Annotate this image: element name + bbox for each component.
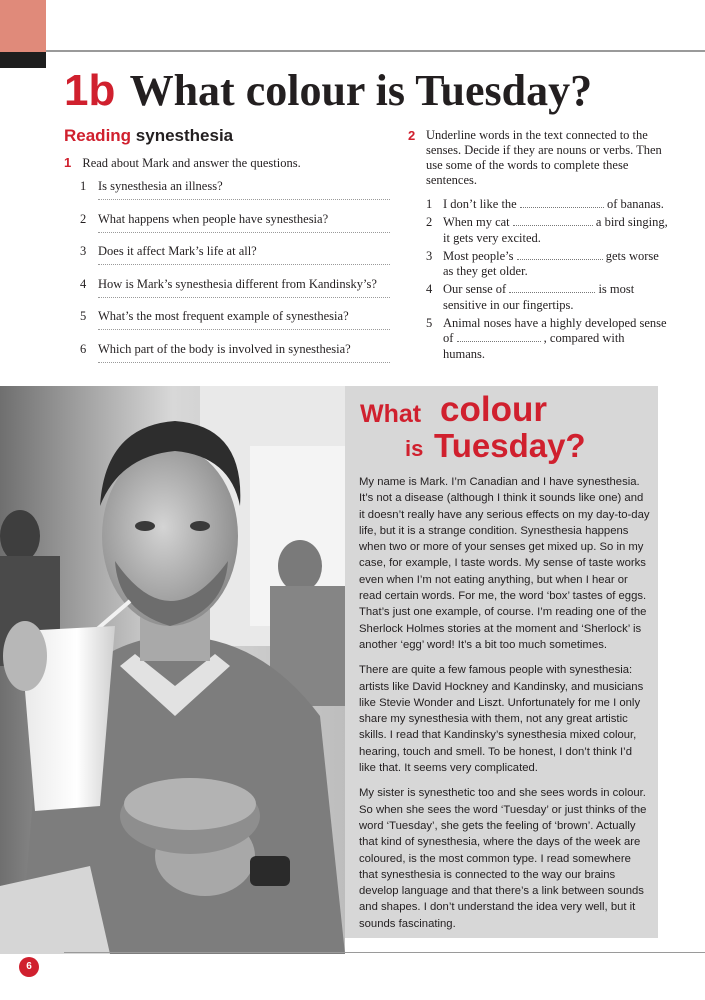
question-item	[80, 176, 392, 209]
section-topic: synesthesia	[135, 126, 234, 145]
blank-gap[interactable]	[517, 249, 603, 260]
answer-line[interactable]	[98, 362, 390, 363]
sentence-item	[426, 282, 668, 313]
question-number: 5	[80, 309, 87, 323]
sentence-item	[426, 249, 668, 280]
section-heading	[64, 126, 233, 146]
exercise-1-instruction	[64, 155, 301, 171]
sentence-before: Animal noses have a highly developed sense of	[443, 315, 667, 345]
bottom-divider	[64, 952, 705, 953]
question-text: Is synesthesia an illness?	[98, 179, 223, 193]
page-number: 6	[19, 957, 39, 977]
sentence-number: 3	[426, 248, 433, 263]
section-label: Reading	[64, 126, 132, 145]
answer-line[interactable]	[98, 297, 390, 298]
sentence-after: a bird singing, it gets very excited.	[443, 215, 668, 245]
article-paragraph: My name is Mark. I’m Canadian and I have synesthesia. It’s not a disease (although I think it sounds like one) and it doesn’t really have any serious effects on my day-to-day life, but it is a strange condition. Synesthesia happens when two or more of your senses get mixed up. So in my case, for example, I taste words. My sense of taste works even when I’m not eating anything, but when I hear or read certain words. For me, the word ‘box’ tastes of eggs. That’s just one example, of course. I’m reading one of the Sherlock Holmes stories at the moment and ‘Sherlock’ is another ‘egg’ word! It’s a bit too much sometimes.	[359, 476, 650, 651]
sentence-before: Most people’s	[443, 248, 514, 263]
article-title-what: What	[360, 400, 422, 428]
blank-gap[interactable]	[457, 331, 541, 342]
article-title-colour: colour	[440, 390, 547, 429]
unit-title-text: What colour is Tuesday?	[129, 66, 593, 115]
sentence-before: When my cat	[443, 215, 510, 229]
question-text: What’s the most frequent example of synesthesia?	[98, 309, 349, 323]
sentence-number: 4	[426, 282, 433, 296]
article-body	[359, 474, 651, 941]
top-divider	[46, 50, 705, 52]
sentence-after: , compared with humans.	[443, 331, 625, 361]
exercise-2-instruction	[408, 128, 668, 188]
sentence-number: 5	[426, 315, 433, 330]
exercise-1-number: 1	[64, 155, 72, 170]
question-text: Which part of the body is involved in synesthesia?	[98, 341, 351, 356]
sentence-before: I don’t like the	[443, 197, 517, 211]
exercise-2	[408, 128, 668, 365]
sentence-after: is most sensitive in our fingertips.	[443, 282, 635, 312]
corner-tab	[0, 0, 46, 52]
blank-gap[interactable]	[509, 282, 595, 293]
blank-gap[interactable]	[520, 197, 604, 208]
sentence-number: 2	[426, 215, 433, 229]
article-title-is: is	[405, 436, 424, 461]
answer-line[interactable]	[98, 199, 390, 200]
exercise-1-instruction-text: Read about Mark and answer the questions.	[82, 156, 301, 170]
sentence-item	[426, 197, 668, 213]
question-item	[80, 209, 392, 242]
sentence-list	[408, 197, 668, 362]
article-paragraph: There are quite a few famous people with synesthesia: artists like David Hockney and Kandinsky, and musicians like Stevie Wonder and Liszt. Unfortunately for me I only share my synesthesia with them, not any great artistic skills. I read that Kandinsky’s synesthesia mixed colour, hearing, touch and smell. To be honest, I don’t think I’d like that. It seems very complicated.	[359, 664, 644, 775]
answer-line[interactable]	[98, 264, 390, 265]
question-text: How is Mark’s synesthesia different from Kandinsky’s?	[98, 276, 377, 291]
question-item	[80, 274, 392, 307]
sentence-before: Our sense of	[443, 282, 507, 296]
unit-title	[64, 66, 592, 116]
sentence-item	[426, 215, 668, 246]
question-item	[80, 339, 392, 372]
article-paragraph: My sister is synesthetic too and she sees words in colour. So when she sees the word ‘Tuesday’ or just thinks of the word ‘Tuesday’, she gets the feeling of ‘brown’. Actually that kind of synesthesia, where the days of the week are coloured, is the most common type. I read somewhere that synesthesia is connected to the way our brains develop language and that there’s a link between sounds and shapes. I don’t understand the idea very well, but it sounds fascinating.	[359, 787, 647, 930]
sentence-number: 1	[426, 197, 433, 211]
exercise-2-number: 2	[408, 128, 416, 143]
question-list	[80, 176, 392, 371]
sentence-after: of bananas.	[606, 197, 664, 211]
question-number: 3	[80, 244, 87, 258]
question-text: Does it affect Mark’s life at all?	[98, 244, 257, 258]
sentence-item	[426, 316, 668, 363]
photo-illustration	[0, 386, 345, 954]
exercise-2-instruction-text: Underline words in the text connected to the senses. Decide if they are nouns or verbs. Then use some of the words to complete these sentences.	[426, 128, 662, 187]
sentence-after: gets worse as they get older.	[443, 248, 659, 278]
corner-tab-shadow	[0, 52, 46, 68]
article-title-tuesday: Tuesday?	[434, 427, 586, 464]
answer-line[interactable]	[98, 232, 390, 233]
question-item	[80, 306, 392, 339]
question-number: 1	[80, 179, 87, 193]
unit-number: 1b	[64, 66, 116, 115]
question-number: 2	[80, 211, 87, 226]
article-photo	[0, 386, 345, 954]
question-number: 6	[80, 341, 87, 356]
question-item	[80, 241, 392, 274]
question-number: 4	[80, 276, 87, 291]
blank-gap[interactable]	[513, 215, 593, 226]
answer-line[interactable]	[98, 329, 390, 330]
question-text: What happens when people have synesthesia?	[98, 211, 329, 226]
